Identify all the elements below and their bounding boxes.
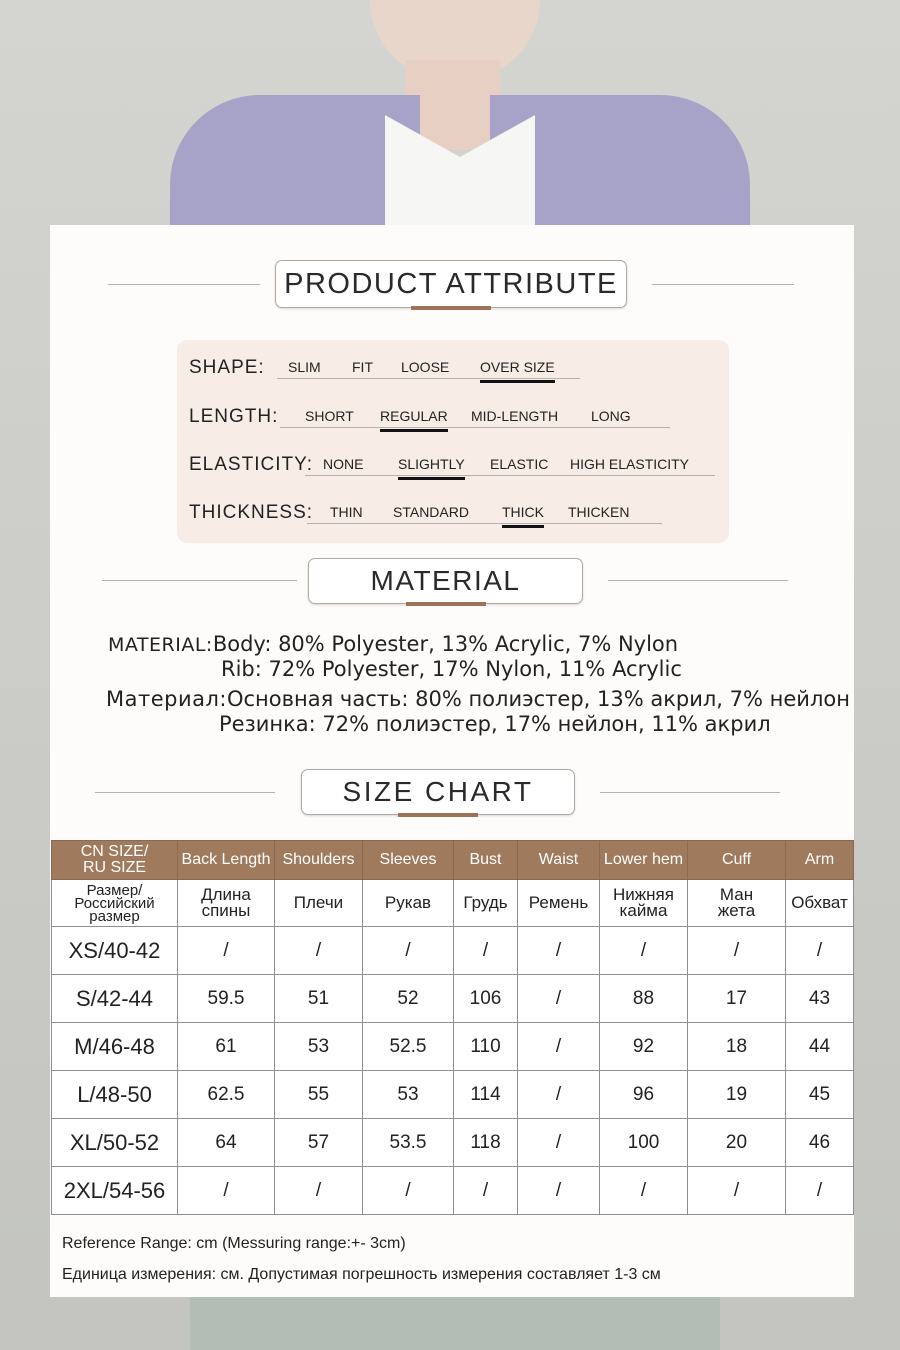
attribute-label: THICKNESS: (189, 502, 314, 523)
material-en (108, 632, 678, 656)
size-value-cell: Cuff (688, 841, 786, 880)
size-value-cell: / (518, 1023, 600, 1071)
attribute-row-thickness (177, 488, 729, 528)
section-title-material (308, 558, 583, 604)
size-value-cell: 110 (454, 1023, 518, 1071)
attribute-option: LOOSE (401, 359, 450, 375)
table-row (52, 975, 854, 1023)
size-label-cell: XS/40-42 (52, 927, 178, 975)
size-value-cell: 96 (600, 1071, 688, 1119)
size-value-cell: / (454, 927, 518, 975)
size-value-cell: 92 (600, 1023, 688, 1071)
size-value-cell: Sleeves (363, 841, 454, 880)
size-value-cell: / (688, 927, 786, 975)
title-underline (406, 602, 486, 606)
section-title-text: SIZE CHART (342, 776, 534, 807)
attribute-block (177, 340, 729, 543)
material-line: Rib: 72% Polyester, 17% Nylon, 11% Acrylic (221, 657, 682, 681)
table-header-ru (52, 880, 854, 927)
attribute-label: LENGTH: (189, 406, 279, 427)
table-header-en (52, 841, 854, 880)
size-value-cell: / (363, 927, 454, 975)
size-value-cell: 106 (454, 975, 518, 1023)
size-value-cell: Плечи (275, 880, 363, 927)
reference-range-note: Reference Range: cm (Messuring range:+- 3cm) (62, 1235, 406, 1252)
size-value-cell: 61 (178, 1023, 275, 1071)
table-row (52, 1119, 854, 1167)
size-value-cell: / (786, 927, 854, 975)
size-value-cell: Bust (454, 841, 518, 880)
size-value-cell: 118 (454, 1119, 518, 1167)
attribute-option-selected: THICK (502, 504, 544, 520)
size-value-cell: 52 (363, 975, 454, 1023)
size-value-cell: 53.5 (363, 1119, 454, 1167)
material-line: Body: 80% Polyester, 13% Acrylic, 7% Nylon (212, 632, 679, 656)
size-value-cell: 114 (454, 1071, 518, 1119)
attribute-label: ELASTICITY: (189, 454, 313, 475)
size-value-cell: 62.5 (178, 1071, 275, 1119)
table-row (52, 927, 854, 975)
section-title-size-chart (301, 769, 575, 815)
model-jeans (190, 1295, 720, 1350)
size-value-cell: 64 (178, 1119, 275, 1167)
size-value-cell: / (454, 1167, 518, 1215)
size-value-cell: 44 (786, 1023, 854, 1071)
size-value-cell: Back Length (178, 841, 275, 880)
attribute-option: ELASTIC (490, 456, 549, 472)
size-value-cell: 53 (363, 1071, 454, 1119)
attribute-label: SHAPE: (189, 357, 265, 378)
attribute-row-shape (177, 343, 729, 383)
size-value-cell: 18 (688, 1023, 786, 1071)
size-value-cell: 46 (786, 1119, 854, 1167)
size-value-cell: Рукав (363, 880, 454, 927)
divider-line (102, 580, 297, 581)
size-value-cell: Ман жета (688, 880, 786, 927)
size-chart-table (51, 840, 854, 1215)
size-value-cell: / (600, 927, 688, 975)
divider-line (600, 792, 780, 793)
size-value-cell: Lower hem (600, 841, 688, 880)
attribute-option: THICKEN (568, 504, 630, 520)
size-value-cell: Грудь (454, 880, 518, 927)
size-value-cell: / (600, 1167, 688, 1215)
size-value-cell: 55 (275, 1071, 363, 1119)
size-value-cell: 59.5 (178, 975, 275, 1023)
attribute-row-line (280, 427, 670, 428)
attribute-option: STANDARD (393, 504, 469, 520)
attribute-option: SHORT (305, 408, 354, 424)
size-value-cell: / (363, 1167, 454, 1215)
size-value-cell: / (518, 1167, 600, 1215)
size-label-cell: M/46-48 (52, 1023, 178, 1071)
size-label-cell: XL/50-52 (52, 1119, 178, 1167)
size-value-cell: 57 (275, 1119, 363, 1167)
attribute-row-line (307, 523, 662, 524)
attribute-option: SLIM (288, 359, 321, 375)
attribute-option: FIT (352, 359, 373, 375)
section-title-text: MATERIAL (370, 565, 521, 596)
attribute-row-line (277, 378, 580, 379)
size-label-cell: CN SIZE/ RU SIZE (52, 841, 178, 880)
size-value-cell: Обхват (786, 880, 854, 927)
size-value-cell: Ремень (518, 880, 600, 927)
size-value-cell: 51 (275, 975, 363, 1023)
size-value-cell: / (275, 927, 363, 975)
title-underline (411, 306, 491, 310)
size-value-cell: / (178, 927, 275, 975)
attribute-row-line (305, 475, 715, 476)
size-value-cell: / (688, 1167, 786, 1215)
size-value-cell: 19 (688, 1071, 786, 1119)
attribute-option-selected: REGULAR (380, 408, 448, 424)
attribute-option: LONG (591, 408, 631, 424)
attribute-row-length (177, 392, 729, 432)
attribute-option-selected: OVER SIZE (480, 359, 555, 375)
divider-line (95, 792, 275, 793)
size-value-cell: 88 (600, 975, 688, 1023)
size-value-cell: 17 (688, 975, 786, 1023)
size-label-cell: 2XL/54-56 (52, 1167, 178, 1215)
section-title-text: PRODUCT ATTRIBUTE (284, 268, 618, 300)
table-row (52, 1071, 854, 1119)
size-value-cell: / (518, 927, 600, 975)
material-line: Основная часть: 80% полиэстер, 13% акрил, 7% нейлон (226, 687, 850, 711)
size-label-cell: L/48-50 (52, 1071, 178, 1119)
material-label: MATERIAL: (108, 634, 213, 656)
size-value-cell: / (786, 1167, 854, 1215)
section-title-attribute (275, 260, 627, 308)
size-value-cell: / (518, 1119, 600, 1167)
attribute-option: MID-LENGTH (471, 408, 559, 424)
reference-range-note-ru: Единица измерения: см. Допустимая погрешность измерения составляет 1-3 см (62, 1266, 661, 1283)
cardigan-left (170, 95, 420, 235)
attribute-option: THIN (330, 504, 363, 520)
size-value-cell: Shoulders (275, 841, 363, 880)
attribute-option-selected: SLIGHTLY (398, 456, 465, 472)
size-value-cell: 20 (688, 1119, 786, 1167)
divider-line (652, 284, 794, 285)
material-label: Материал: (106, 687, 227, 711)
size-value-cell: 45 (786, 1071, 854, 1119)
size-value-cell: 52.5 (363, 1023, 454, 1071)
size-value-cell: Нижняя кайма (600, 880, 688, 927)
size-value-cell: / (275, 1167, 363, 1215)
attribute-row-elasticity (177, 440, 729, 480)
material-line: Резинка: 72% полиэстер, 17% нейлон, 11% акрил (219, 712, 771, 736)
attribute-option: HIGH ELASTICITY (570, 456, 690, 472)
size-value-cell: Arm (786, 841, 854, 880)
size-value-cell: 43 (786, 975, 854, 1023)
size-label-cell: Размер/ Российский размер (52, 880, 178, 927)
table-row (52, 1167, 854, 1215)
size-value-cell: / (518, 975, 600, 1023)
attribute-option: NONE (323, 456, 364, 472)
size-value-cell: Waist (518, 841, 600, 880)
material-ru (106, 687, 850, 711)
divider-line (108, 284, 260, 285)
size-value-cell: / (178, 1167, 275, 1215)
size-value-cell: / (518, 1071, 600, 1119)
table-row (52, 1023, 854, 1071)
divider-line (608, 580, 788, 581)
size-value-cell: 100 (600, 1119, 688, 1167)
size-value-cell: Длина спины (178, 880, 275, 927)
size-label-cell: S/42-44 (52, 975, 178, 1023)
size-value-cell: 53 (275, 1023, 363, 1071)
title-underline (398, 813, 478, 817)
